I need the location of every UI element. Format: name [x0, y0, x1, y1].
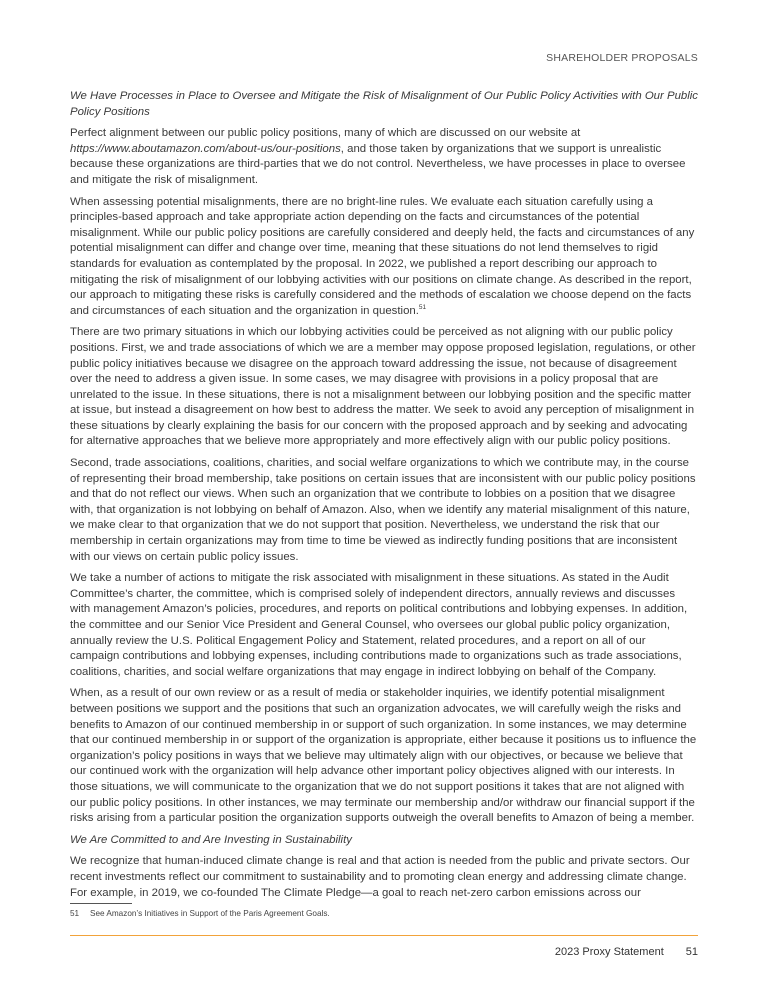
- section-heading-oversight: We Have Processes in Place to Oversee and Mitigate the Risk of Misalignment of Our Public Policy Activities with Our Public Policy Positions: [70, 90, 699, 118]
- paragraph-climate: We recognize that human-induced climate change is real and that action is needed from the public and private sectors. Our recent investments reflect our commitment to sustainability and to promoting clean energy and addressing climate change. For example, in 2019, we co-founded The Climate Pledge—a goal to reach net-zero carbon emissions across our: [70, 855, 690, 899]
- paragraph-mitigation-actions: We take a number of actions to mitigate the risk associated with misalignment in these situations. As stated in the Audit Committee’s charter, the committee, which is comprised solely of independent directors, annually reviews and discusses with management Amazon’s policies, procedures, and reports on political contributions and lobbying expenses. In addition, the committee and our Senior Vice President and General Counsel, who oversees our global public policy organization, annually review the U.S. Political Engagement Policy and Statement, related procedures, and a report on all of our campaign contributions and lobbying expenses, including contributions made to organizations such as trade associations, coalitions, charities, and social welfare organizations that may engage in indirect lobbying on behalf of the Company.: [70, 572, 688, 678]
- paragraph-assessing: [70, 195, 698, 320]
- section-heading-sustainability: We Are Committed to and Are Investing in Sustainability: [70, 833, 352, 846]
- running-header: SHAREHOLDER PROPOSALS: [546, 52, 698, 64]
- paragraph-text: When assessing potential misalignments, there are no bright-line rules. We evaluate each situation carefully using a principles-based approach and take appropriate action depending on the facts and circumstances of the potential misalignment. While our public policy positions are carefully considered and deeply held, the facts and circumstances of any potential misalignment can differ and change over time, meaning that these situations do not lend themselves to rigid standards for evaluation as contemplated by the proposal. In 2022, we published a report describing our approach to mitigating the risk of misalignment of our lobbying activities with our positions on climate change. As described in the report, our approach to mitigating these risks is carefully considered and the methods of escalation we choose depend on the facts and circumstances of each situation and the organization in question.: [70, 195, 695, 317]
- footnote: [70, 909, 330, 918]
- footer-rule: [70, 935, 698, 936]
- paragraph-text: , and those taken by organizations that we support is unrealistic because these organizations are third-parties that we do not control. Nevertheless, we have processes in place to oversee and mitigate the risk of misalignment.: [70, 142, 686, 186]
- paragraph-two-situations: There are two primary situations in which our lobbying activities could be perceived as not aligning with our public policy positions. First, we and trade associations of which we are a member may oppose proposed legislation, regulations, or other public policy initiatives because we disagree on the approach toward addressing the issue, not because of disagreement over the need to address a given issue. In some cases, we may disagree with provisions in a policy proposal that are unrelated to the issue. In these situations, there is not a misalignment between our lobbying position and the specific matter at issue, but instead a disagreement on how best to address the matter. We seek to avoid any perception of misalignment in these situations by clearly explaining the basis for our concern with the proposed approach and by seeking and advocating for alternative approaches that we believe more appropriately and more effectively align with our public policy positions.: [70, 326, 696, 448]
- paragraph-trade-associations: Second, trade associations, coalitions, charities, and social welfare organizations to which we contribute may, in the course of representing their broad membership, take positions on certain issues that are inconsistent with our public policy positions and that do not reflect our views. When such an organization that we contribute to lobbies on a position that we disagree with, that organization is not lobbying on behalf of Amazon. Also, when we identify any material misalignment of this nature, we make clear to that organization that we do not support that position. Nevertheless, we understand the risk that our membership in certain organizations may from time to time be viewed as indirectly funding positions that are inconsistent with our views on certain public policy issues.: [70, 457, 696, 563]
- page-number: 51: [685, 946, 698, 958]
- page-footer: [555, 946, 698, 958]
- footnote-ref[interactable]: 51: [418, 303, 427, 311]
- positions-url: https://www.aboutamazon.com/about-us/our-positions: [70, 142, 341, 155]
- paragraph-potential-misalignment: When, as a result of our own review or as a result of media or stakeholder inquiries, we identify potential misalignment between positions we support and the positions that such an organization advocates, we will carefully weigh the risks and benefits to Amazon of our continued membership in or support of such organization. In some instances, we may determine that our continued membership in or support of the organization is appropriate, either because it positions us to influence the organization’s policy positions in ways that we believe may ultimately align with our objectives, or because we believe that our continued work with the organization will help advance other important policy objectives aligned with our interests. In those situations, we will communicate to the organization that we do not support positions it takes that are not aligned with our public policy positions. In other instances, we may terminate our membership and/or withdraw our financial support if the risks arising from a particular position the organization supports outweigh the overall benefits to Amazon of being a member.: [70, 687, 697, 825]
- main-content: [70, 89, 698, 907]
- footnote-divider: [70, 903, 132, 904]
- paragraph-alignment: [70, 126, 698, 188]
- footnote-text: See Amazon’s Initiatives in Support of the Paris Agreement Goals.: [90, 909, 330, 918]
- footnote-number: 51: [70, 909, 80, 918]
- footer-title: 2023 Proxy Statement: [554, 946, 664, 958]
- paragraph-text: Perfect alignment between our public policy positions, many of which are discussed on our website at: [70, 127, 581, 140]
